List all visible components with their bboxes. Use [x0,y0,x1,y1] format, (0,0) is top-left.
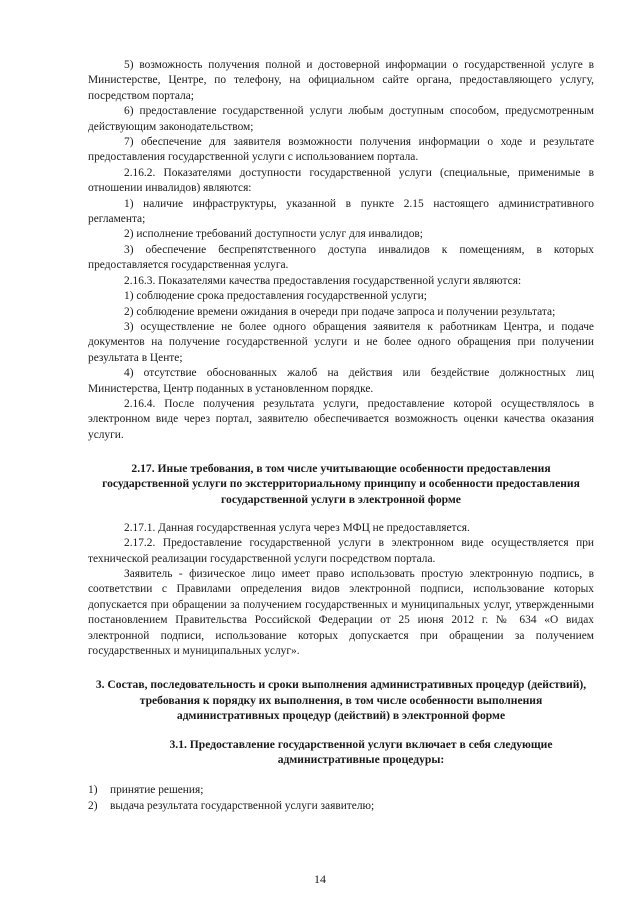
chapter-3-heading: 3. Состав, последовательность и сроки выполнения административных процедур (действий), требования к порядку их выполнения, в том числе особенности выполнения административных процедур (действий) в электронной форме [95,678,587,722]
section-2-16-3-item-4: 4) отсутствие обоснованных жалоб на действия или бездействие должностных лиц Министерства, Центр поданных в установленном порядке. [88,367,594,395]
intro-item-6: 6) предоставление государственной услуги любым доступным способом, предусмотренным действующим законодательством; [88,105,594,133]
section-2-16-3-item-1: 1) соблюдение срока предоставления государственной услуги; [124,290,427,303]
section-2-16-2-heading: 2.16.2. Показателями доступности государственной услуги (специальные, применимые в отношении инвалидов) являются: [88,166,594,195]
intro-item-7: 7) обеспечение для заявителя возможности получения информации о ходе и результате предоставления государственной услуги с использованием портала. [88,136,594,164]
list-item-number: 1) [88,784,98,797]
section-2-16-3-item-2: 2) соблюдение времени ожидания в очереди при подаче запроса и получении результата; [124,305,556,318]
section-2-17-2: 2.17.2. Предоставление государственной услуги в электронном виде осуществляется при технической реализации государственной услуги посредством портала. [88,537,594,565]
section-2-16-2-item-2: 2) исполнение требований доступности услуг для инвалидов; [124,228,423,241]
list-item-number: 2) [88,799,98,812]
document-page [88,58,594,814]
section-3-1-heading: 3.1. Предоставление государственной услуги включает в себя следующие административные процедуры: [169,738,553,767]
section-2-16-3-item-3: 3) осуществление не более одного обращения заявителя к работникам Центра, и подаче документов на получение государственной услуги и не более одного обращения при получении результата в Центе; [88,320,594,364]
section-2-17-1: 2.17.1. Данная государственная услуга через МФЦ не предоставляется. [124,521,470,534]
list-item-text: принятие решения; [110,784,204,797]
intro-item-5: 5) возможность получения полной и достоверной информации о государственной услуге в Министерстве, Центре, по телефону, на официальном сайте органа, предоставляющего услугу, посредством портала; [88,59,594,102]
section-2-16-2-item-3: 3) обеспечение беспрепятственного доступа инвалидов к помещениям, в которых предоставляется государственная услуга. [88,243,594,272]
section-2-16-3-heading: 2.16.3. Показателями качества предоставления государственной услуги являются: [124,274,522,287]
section-2-16-2-item-1: 1) наличие инфраструктуры, указанной в пункте 2.15 настоящего административного регламента; [88,197,594,226]
page-number: 14 [314,872,326,886]
section-2-17-heading: 2.17. Иные требования, в том числе учитывающие особенности предоставления государственной услуги по экстерриториальному принципу и особенности предоставления государственной услуги в электронной форме [102,462,580,506]
procedures-list [88,783,594,814]
list-item-text: выдача результата государственной услуги заявителю; [110,799,375,812]
applicant-paragraph: Заявитель - физическое лицо имеет право использовать простую электронную подпись, в соответствии с Правилами определения видов электронной подписи, использование которых допускается при обращении за получением государственных и муниципальных услуг, утвержденными постановлением Правительства Российской Федерации от 25 июня 2012 г. № 634 «О видах электронной подписи, использование которых допускается при обращении за получением государственных и муниципальных услуг». [88,567,594,658]
section-2-16-4: 2.16.4. После получения результата услуги, предоставление которой осуществлялось в электронном виде через портал, заявителю обеспечивается возможность оценки качества оказания услуги. [88,397,594,441]
list-item [88,799,594,814]
list-item [88,783,594,798]
